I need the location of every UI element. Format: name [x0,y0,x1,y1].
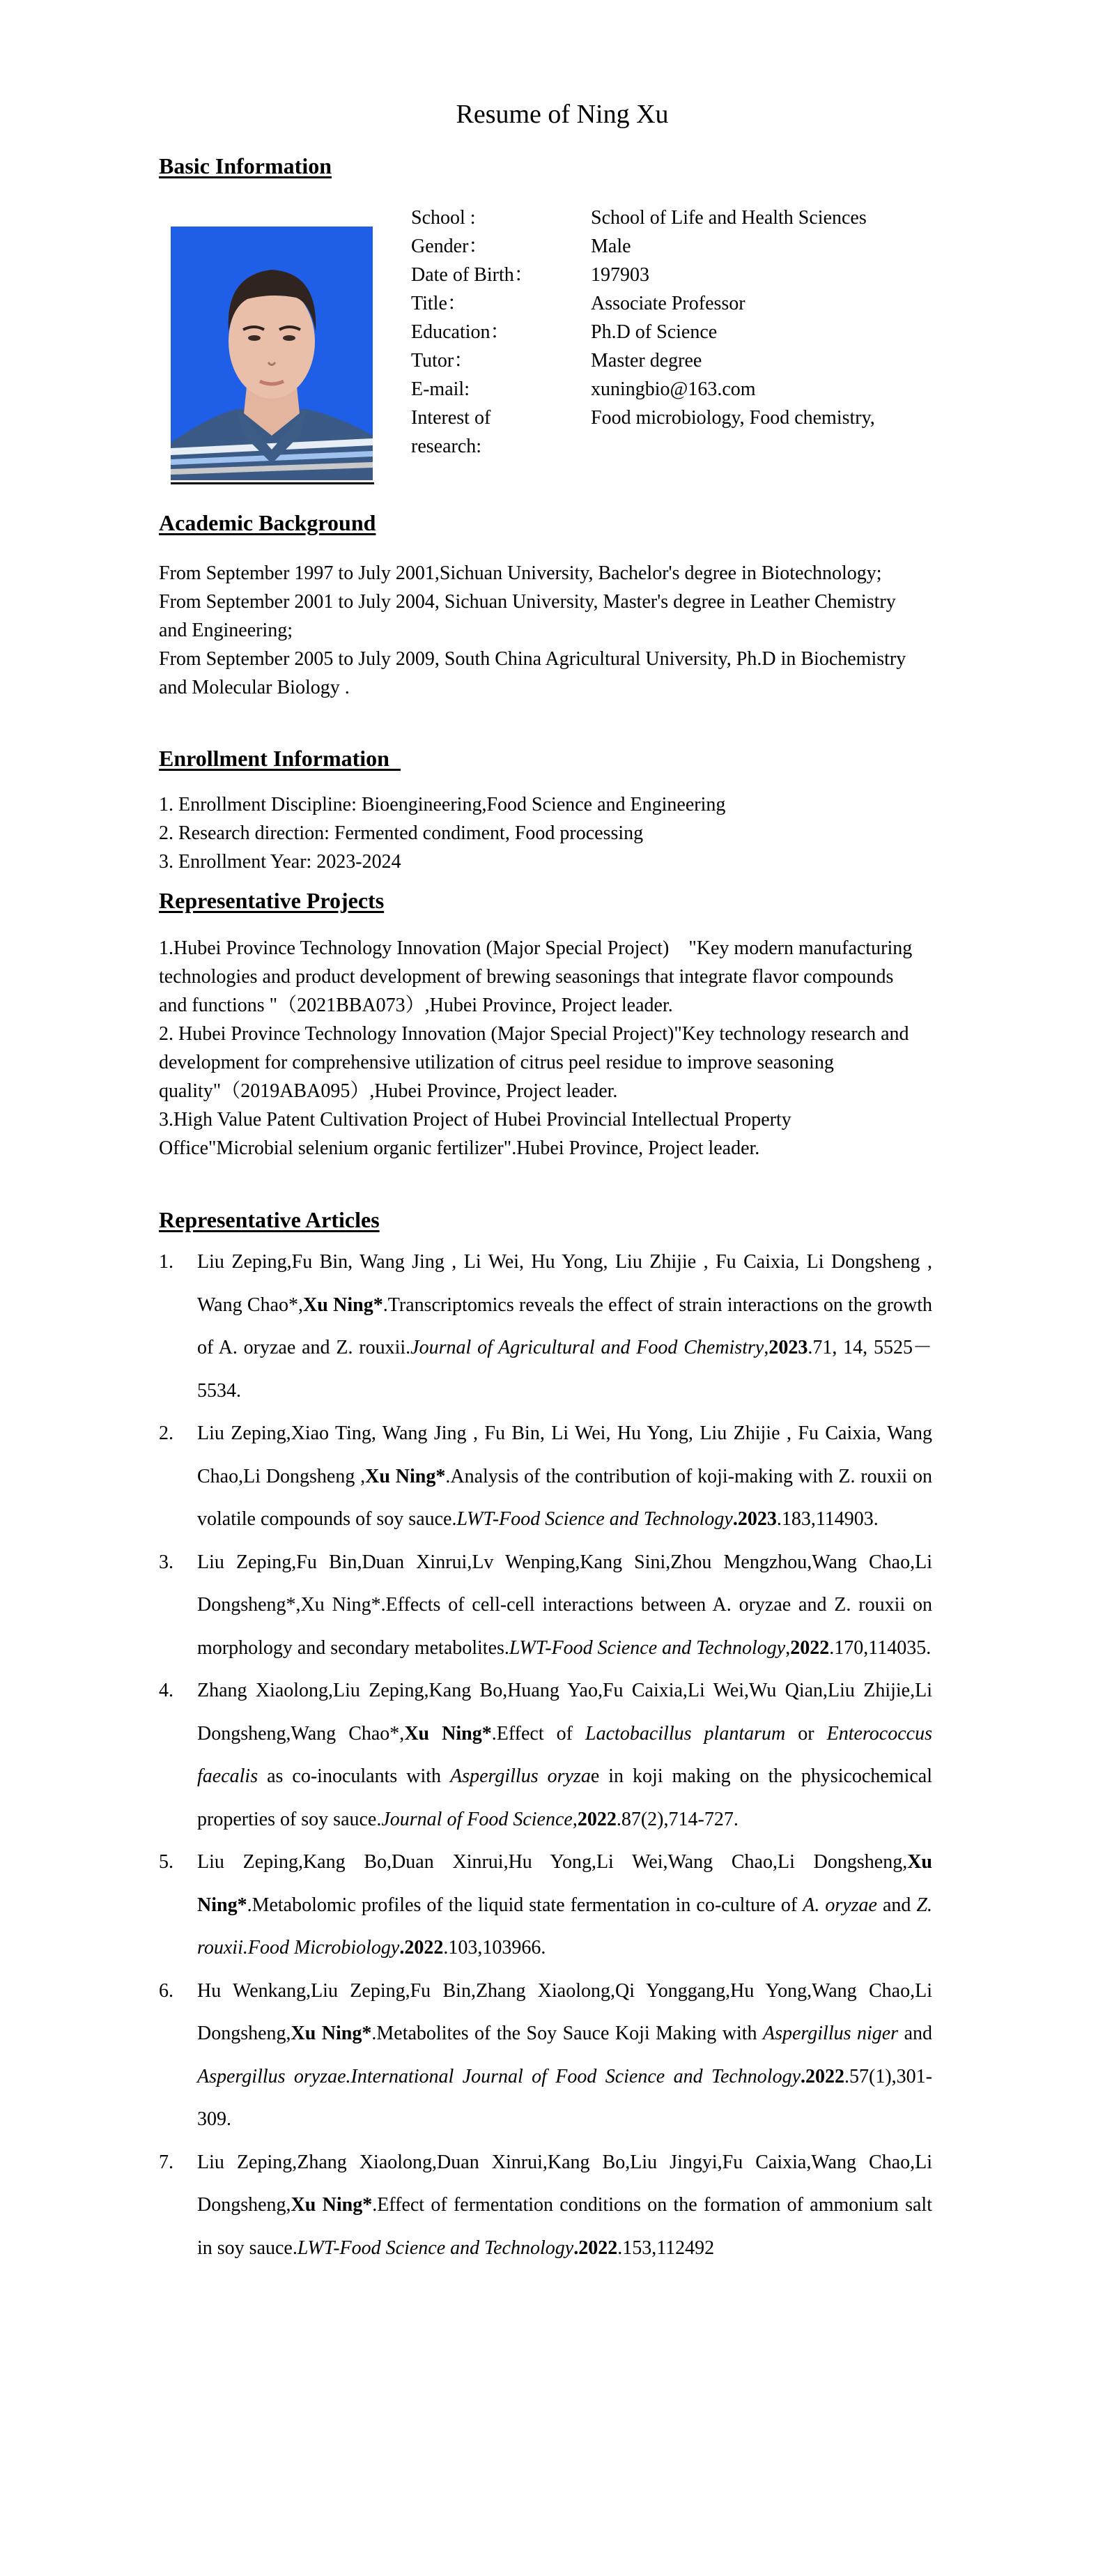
article-title: . [242,1937,248,1958]
info-label: Education： [411,321,510,343]
article-species-name: Aspergillus oryza [450,1765,591,1787]
article-journal: Journal of Food Science [381,1808,573,1830]
article-journal: Food Microbiology [247,1937,400,1958]
article-title: .Effects of cell-cell interactions between A. oryzae and Z. rouxii on morphology and secondary metabolites. [197,1594,933,1659]
article-author-highlight: Xu Ning* [291,2194,373,2216]
info-value-date-of-birth: 197903 [591,264,649,286]
info-row-research-interest [411,404,955,461]
article-authors: Liu Zeping,Fu Bin,Duan Xinrui,Lv Wenping,Kang Sini,Zhou Mengzhou,Wang Chao,Li Dongsheng*,Xu Ning* [197,1551,932,1616]
enrollment-item: 2. Research direction: Fermented condiment, Food processing [159,822,644,844]
article-journal: International Journal of Food Science and Technology [350,2065,801,2087]
article-year: 2022 [578,2237,618,2259]
section-heading-enrollment-information: Enrollment Information [159,746,401,771]
academic-entry: From September 2001 to July 2004, Sichuan University, Master's degree in Leather Chemistry and Engineering; [159,591,896,641]
info-label: School : [411,207,476,229]
article-authors: Liu Zeping,Kang Bo,Duan Xinrui,Hu Yong,Li Wei,Wang Chao,Li Dongsheng, [197,1851,908,1873]
article-title: .Analysis of the contribution of koji-making with Z. rouxii on volatile compounds of soy sauce. [197,1465,933,1530]
article-title: .Metabolomic profiles of the liquid state fermentation in co-culture of [247,1894,803,1916]
profile-photo [171,227,373,480]
article-volume-pages: .153,112492 [617,2237,715,2259]
info-row-education [411,318,955,346]
enrollment-item: 3. Enrollment Year: 2023-2024 [159,851,401,873]
article-authors: Zhang Xiaolong,Liu Zeping,Kang Bo,Huang Yao,Fu Caixia,Li Wei,Wu Qian,Liu Zhijie,Li Dongsheng,Wang Chao*, [197,1680,932,1745]
info-label: Tutor： [411,350,474,371]
article-authors: Liu Zeping,Fu Bin, Wang Jing , Li Wei, Hu Yong, Liu Zhijie , Fu Caixia, Li Dongsheng , Wang Chao*, [197,1251,932,1316]
article-year: 2022 [805,2065,845,2087]
article-separator: . [732,1508,738,1530]
basic-info-table [411,204,955,461]
article-item [159,1970,932,2141]
article-title: .Transcriptomics reveals the effect of strain interactions on the growth of A. oryzae and Z. rouxii. [197,1294,933,1358]
info-row-school [411,204,955,232]
article-title: .Effect of fermentation conditions on the formation of ammonium salt in soy sauce. [197,2194,932,2259]
enrollment-item: 1. Enrollment Discipline: Bioengineering,Food Science and Engineering [159,794,726,815]
article-authors: Hu Wenkang,Liu Zeping,Fu Bin,Zhang Xiaolong,Qi Yonggang,Hu Yong,Wang Chao,Li Dongsheng, [197,1979,932,2044]
article-citation [197,1970,932,2141]
article-title: and [876,1894,917,1916]
article-title: . [346,2065,351,2087]
academic-entry: From September 1997 to July 2001,Sichuan University, Bachelor's degree in Biotechnology; [159,562,882,584]
section-heading-basic-information: Basic Information [159,153,332,178]
article-species-name: Lactobacillus plantarum [585,1722,786,1745]
article-species-name: Aspergillus oryzae [197,2065,346,2087]
section-heading-academic-background: Academic Background [159,510,376,535]
article-authors: Liu Zeping,Xiao Ting, Wang Jing , Fu Bin, Li Wei, Hu Yong, Liu Zhijie , Fu Caixia, Wang Chao,Li Dongsheng , [197,1423,932,1487]
info-row-date-of-birth [411,261,955,289]
article-volume-pages: .57(1),301-309. [197,2065,932,2130]
article-number: 5. [159,1851,173,1873]
article-separator: . [573,2237,579,2259]
article-citation [197,1541,932,1670]
article-title: as co-inoculants with [258,1765,451,1787]
article-number: 7. [159,2151,173,2173]
article-species-name: Aspergillus niger [762,2023,899,2044]
academic-entry: From September 2005 to July 2009, South China Agricultural University, Ph.D in Biochemistry and Molecular Biology . [159,648,906,698]
article-number: 6. [159,1979,173,2002]
section-heading-representative-articles: Representative Articles [159,1207,380,1232]
article-separator: . [801,2065,806,2087]
enrollment-information-list [159,790,918,876]
article-title: .Effect of [491,1722,586,1745]
article-title: e in koji making on the physicochemical properties of soy sauce. [197,1765,932,1830]
info-label-line2: research: [411,436,482,457]
article-number: 3. [159,1551,173,1573]
article-citation [197,2141,932,2270]
info-row-gender [411,232,955,261]
page-title: Resume of Ning Xu [456,100,669,129]
article-journal: LWT-Food Science and Technology [456,1508,733,1530]
article-title: .Metabolites of the Soy Sauce Koji Making with [371,2023,763,2044]
article-item [159,1412,932,1541]
article-author-highlight: Xu Ning* [197,1851,932,1916]
info-value-research-interest: Food microbiology, Food chemistry, [591,407,875,429]
article-item [159,1841,932,1970]
article-title: and [898,2023,932,2044]
info-value-gender: Male [591,236,631,257]
article-citation [197,1241,932,1412]
project-item: 3.High Value Patent Cultivation Project of Hubei Provincial Intellectual Property Office"Microbial selenium organic fertilizer".Hubei Province, Project leader. [159,1109,791,1159]
info-label: Gender： [411,236,488,257]
article-volume-pages: .87(2),714-727. [616,1808,739,1830]
article-item [159,2141,932,2270]
article-citation [197,1669,932,1841]
article-citation [197,1412,932,1541]
info-label: Title： [411,293,467,314]
article-number: 4. [159,1680,173,1701]
projects-list [159,934,918,1163]
article-year: 2023 [768,1337,808,1358]
article-author-highlight: Xu Ning* [303,1294,383,1316]
info-value-title: Associate Professor [591,293,745,314]
article-author-highlight: Xu Ning* [404,1722,492,1745]
article-volume-pages: .183,114903. [776,1508,879,1530]
info-value-education: Ph.D of Science [591,321,718,343]
article-journal: Journal of Agricultural and Food Chemistry [410,1337,764,1358]
photo-underline-divider [171,482,374,484]
article-separator: , [785,1636,791,1659]
article-item [159,1669,932,1841]
article-year: 2022 [577,1808,617,1830]
article-volume-pages: .103,103966. [443,1937,546,1958]
info-value-school: School of Life and Health Sciences [591,207,867,229]
info-value-tutor: Master degree [591,350,702,371]
article-item [159,1541,932,1670]
article-journal: LWT-Food Science and Technology [509,1636,786,1659]
section-heading-representative-projects: Representative Projects [159,888,385,913]
article-author-highlight: Xu Ning* [365,1465,446,1487]
article-journal: LWT-Food Science and Technology [297,2237,574,2259]
article-authors: Liu Zeping,Zhang Xiaolong,Duan Xinrui,Kang Bo,Liu Jingyi,Fu Caixia,Wang Chao,Li Dongsheng, [197,2151,932,2216]
article-number: 2. [159,1423,173,1444]
article-number: 1. [159,1251,173,1273]
article-author-highlight: Xu Ning* [291,2023,372,2044]
article-title: or [785,1722,827,1745]
article-year: 2023 [737,1508,777,1530]
article-separator: , [764,1337,769,1358]
info-label: E-mail: [411,378,470,400]
info-row-title [411,289,955,318]
project-item: 1.Hubei Province Technology Innovation (Major Special Project) "Key modern manufacturing technologies and product development of brewing seasonings that integrate flavor compounds and functions "（2021BBA073）,Hubei Province, Project leader. [159,937,913,1016]
article-species-name: Z. rouxii [197,1894,932,1958]
article-volume-pages: .170,114035. [829,1636,932,1659]
project-item: 2. Hubei Province Technology Innovation (Major Special Project)"Key technology research and development for comprehensive utilization of citrus peel residue to improve seasoning quality"（2019ABA095）,Hubei Province, Project leader. [159,1023,909,1102]
info-label-line1: Interest of [411,407,491,429]
email-link[interactable]: xuningbio@163.com [591,378,756,400]
portrait-image [171,227,373,480]
article-species-name: A. oryzae [803,1894,877,1916]
article-species-name: Enterococcus faecalis [197,1722,932,1787]
article-citation [197,1841,932,1970]
articles-list [159,1241,932,2269]
article-year: 2022 [404,1937,444,1958]
article-separator: . [399,1937,405,1958]
article-separator: , [572,1808,578,1830]
info-row-tutor [411,346,955,375]
academic-background-list [159,559,918,702]
article-year: 2022 [790,1636,830,1659]
info-row-email [411,375,955,404]
article-item [159,1241,932,1412]
article-volume-pages: .71, 14, 5525－5534. [197,1337,932,1402]
info-label: Date of Birth： [411,264,534,286]
info-label [411,404,591,461]
